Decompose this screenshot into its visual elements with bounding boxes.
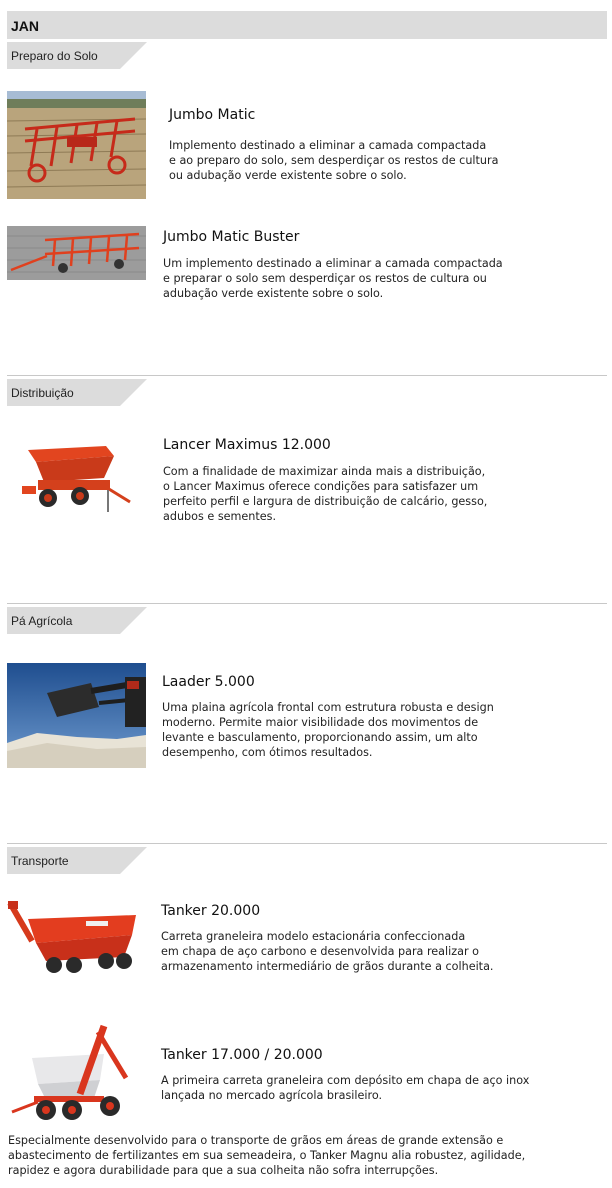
- product-title[interactable]: Laader 5.000: [162, 674, 255, 690]
- product-title[interactable]: Jumbo Matic Buster: [163, 229, 300, 245]
- spreader-trailer-photo[interactable]: [18, 442, 132, 516]
- product-description: Uma plaina agrícola frontal com estrutura robusta e design moderno. Permite maior visibilidade dos movimentos de levante e basculamento, proporcionando assim, um alto desempenho, com ótimos resultados.: [162, 701, 494, 759]
- section-tab-pa-agricola: [7, 607, 147, 634]
- section-tab-label: Preparo do Solo: [11, 49, 98, 63]
- section-tab-label: Transporte: [11, 854, 69, 868]
- brand-header-bar: [7, 11, 607, 39]
- section-divider: [7, 843, 607, 844]
- section-divider: [7, 375, 607, 376]
- product-title[interactable]: Tanker 20.000: [161, 903, 261, 919]
- trailed-subsoiler-photo[interactable]: [7, 226, 146, 280]
- section-tab-transporte: [7, 847, 147, 874]
- brand-title: JAN: [11, 18, 40, 34]
- front-loader-photo[interactable]: [7, 663, 146, 768]
- field-cultivator-photo[interactable]: [7, 91, 146, 199]
- product-title[interactable]: Jumbo Matic: [169, 107, 256, 123]
- section-tab-distribuicao: [7, 379, 147, 406]
- grain-cart-photo[interactable]: [6, 899, 140, 979]
- stainless-grain-cart-photo[interactable]: [10, 1022, 134, 1128]
- section-divider: [7, 603, 607, 604]
- product-description: Com a finalidade de maximizar ainda mais a distribuição, o Lancer Maximus oferece condições para satisfazer um perfeito perfil e largura de distribuição de calcário, gesso, adubos e sementes.: [163, 465, 488, 523]
- section-tab-label: Pá Agrícola: [11, 614, 73, 628]
- product-description: Carreta graneleira modelo estacionária confeccionada em chapa de aço carbono e desenvolvida para realizar o armazenamento intermediário de grãos durante a colheita.: [161, 930, 494, 973]
- product-description: A primeira carreta graneleira com depósito em chapa de aço inox lançada no mercado agrícola brasileiro.: [161, 1074, 530, 1102]
- product-description: Um implemento destinado a eliminar a camada compactada e preparar o solo sem desperdiçar os restos de cultura ou adubação verde existente sobre o solo.: [163, 257, 503, 300]
- section-tab-preparo-do-solo: [7, 42, 147, 69]
- product-title[interactable]: Lancer Maximus 12.000: [163, 437, 331, 453]
- product-title[interactable]: Tanker 17.000 / 20.000: [161, 1047, 323, 1063]
- product-description: Implemento destinado a eliminar a camada compactada e ao preparo do solo, sem desperdiçar os restos de cultura ou adubação verde existente sobre o solo.: [169, 139, 499, 182]
- transport-footnote-text: Especialmente desenvolvido para o transporte de grãos em áreas de grande extensão e abastecimento de fertilizantes em sua semeadeira, o Tanker Magnu alia robustez, agilidade, rapidez e agora durabilidade para que a sua colheita não sofra interrupções.: [8, 1134, 526, 1177]
- section-tab-label: Distribuição: [11, 386, 74, 400]
